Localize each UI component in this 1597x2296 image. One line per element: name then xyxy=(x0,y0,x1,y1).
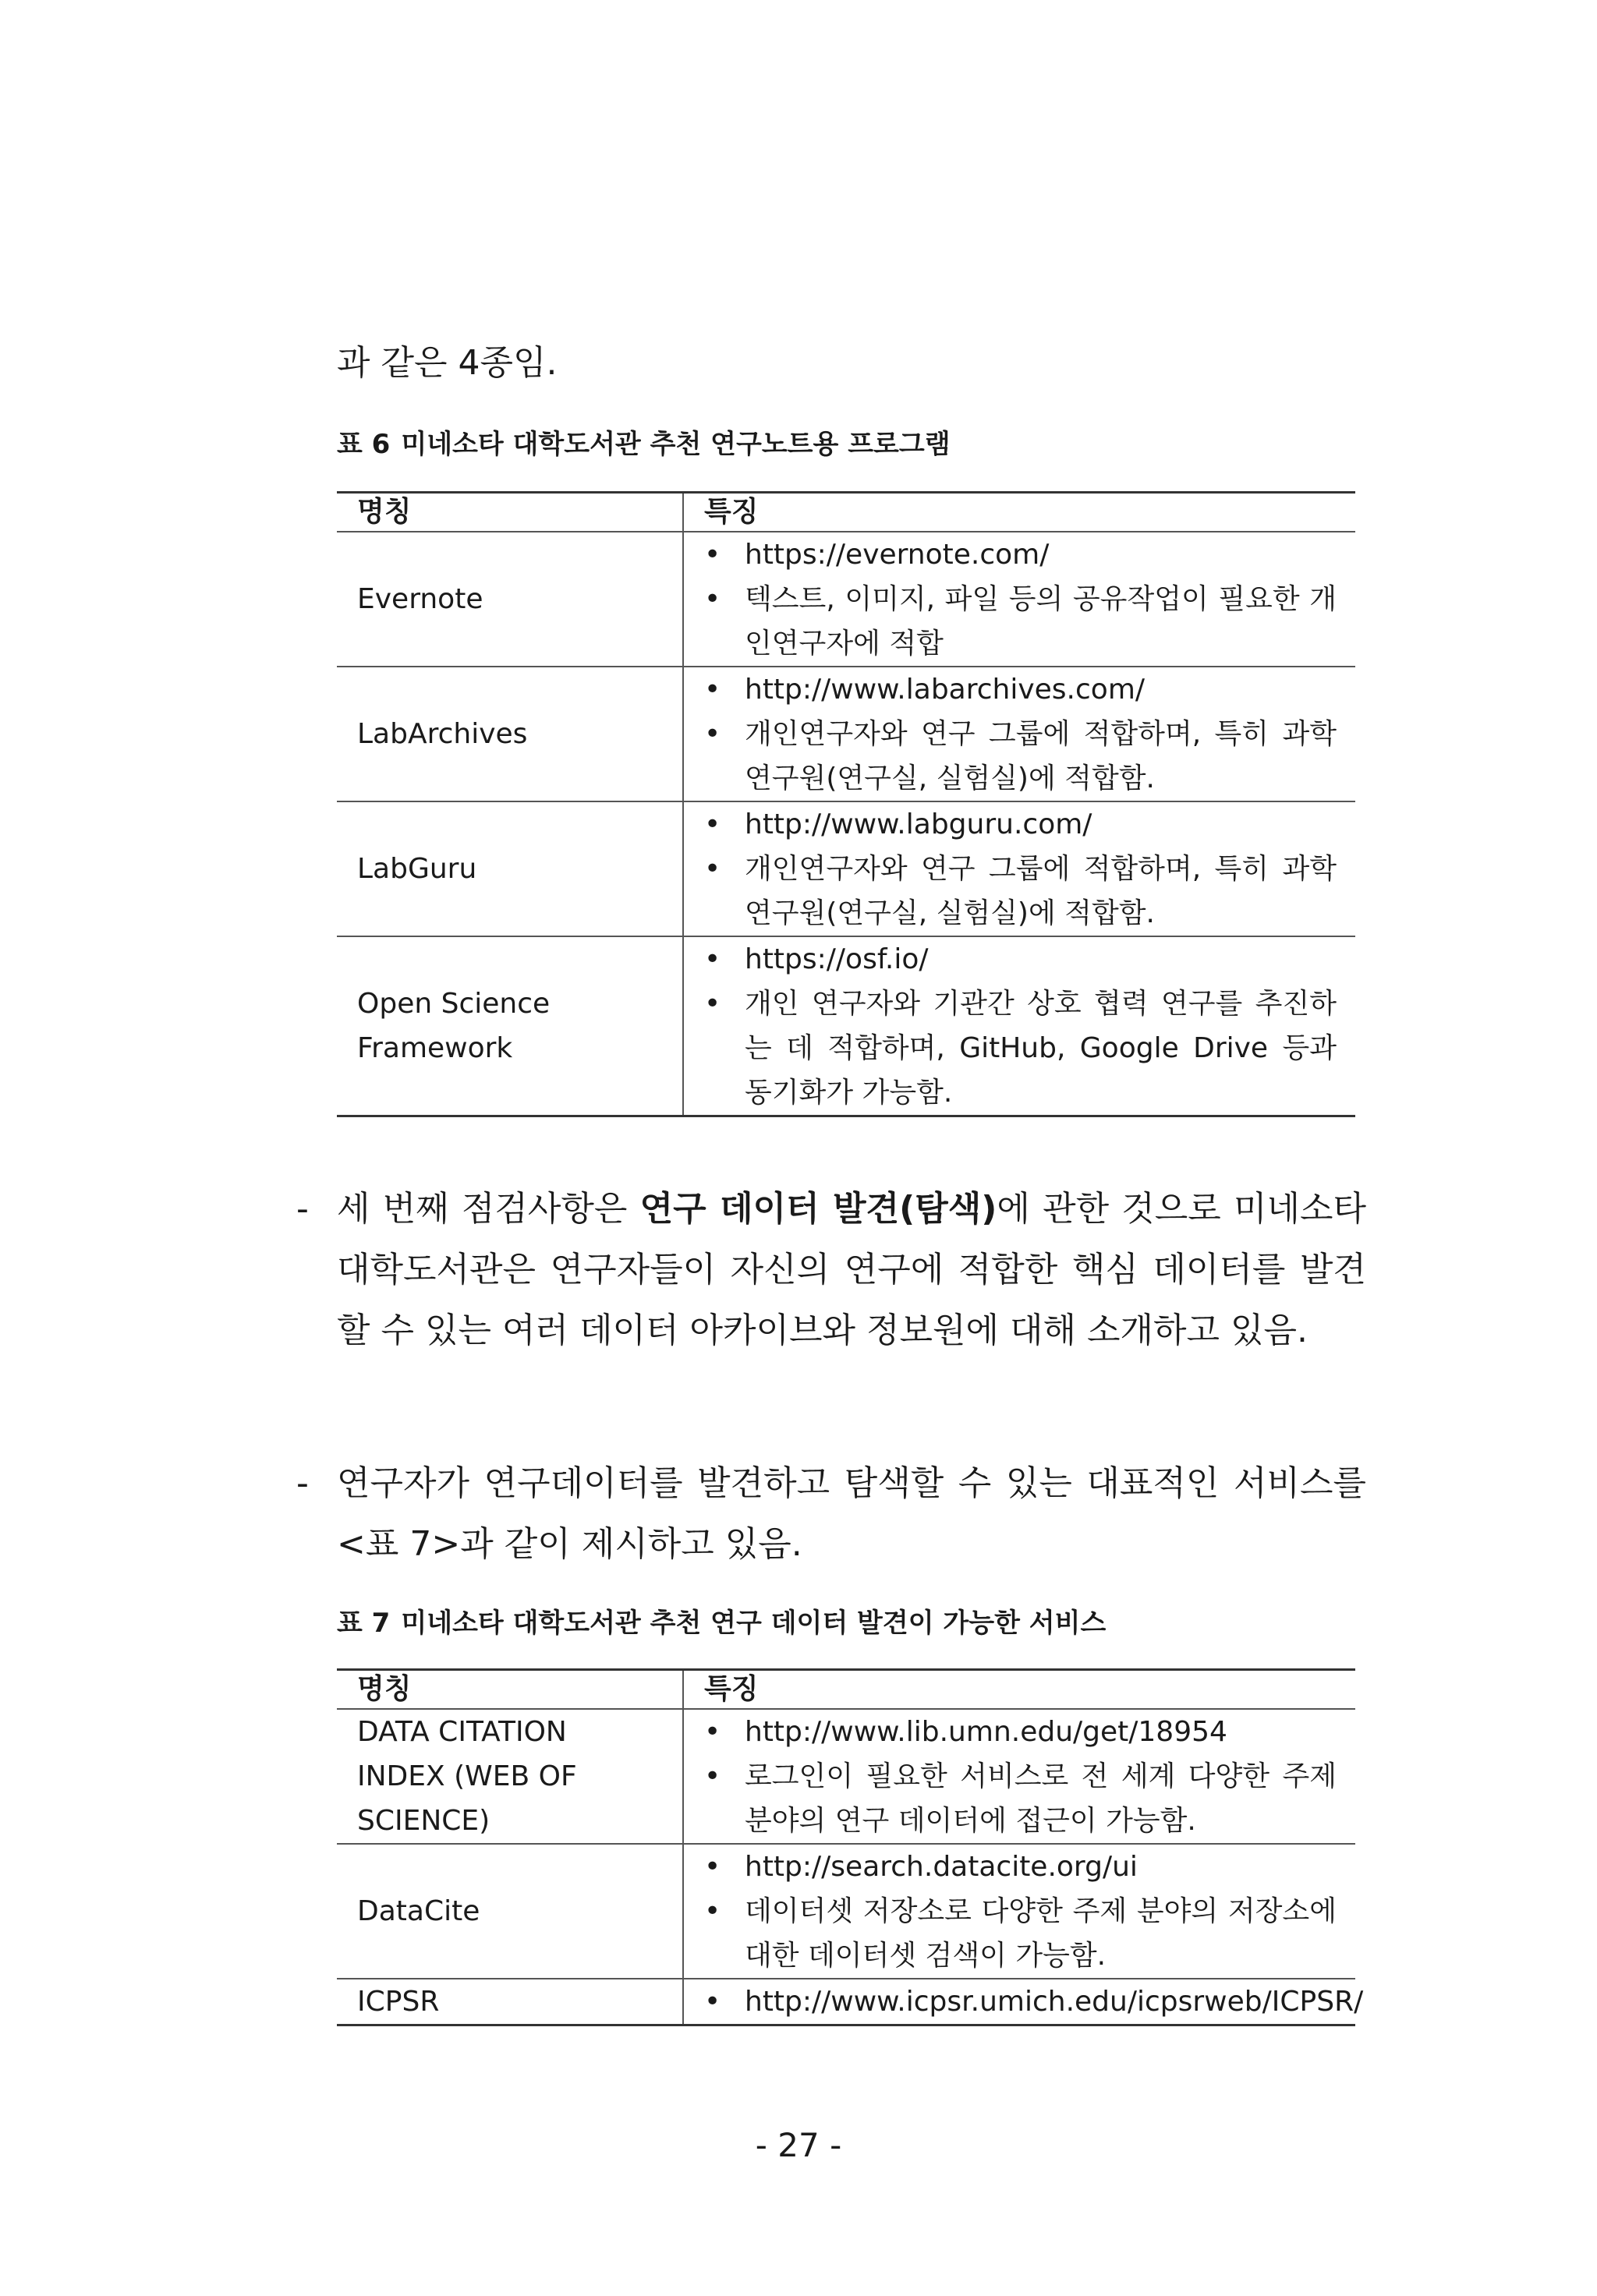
name-line: DATA CITATION xyxy=(357,1716,567,1748)
feature-item: • 데이터셋 저장소로 다양한 주제 분야의 저장소에 대한 데이터셋 검색이 가능함. xyxy=(684,1889,1337,1978)
table7-caption-number: 표 7 xyxy=(337,1608,391,1639)
paragraph-text-end: 에 관한 것으로 미네소타 대학도서관은 연구자들이 자신의 연구에 적합한 핵심 데이터를 발견할 수 있는 여러 데이터 아카이브와 정보원에 대해 소개하고 있음. xyxy=(337,1189,1366,1350)
feature-item: • http://www.lib.umn.edu/get/18954 xyxy=(684,1710,1337,1754)
feature-item: • https://evernote.com/ xyxy=(684,532,1337,577)
paragraph-data-discovery xyxy=(296,1179,1366,1361)
feature-item: • 개인연구자와 연구 그룹에 적합하며, 특히 과학 연구원(연구실, 실험실)에 적합함. xyxy=(684,847,1337,936)
table6-header-name: 명칭 xyxy=(337,493,683,532)
table-row xyxy=(337,801,1355,936)
table-cell-name xyxy=(337,801,683,936)
list-dash: - xyxy=(296,1463,309,1503)
table-row xyxy=(337,1844,1355,1979)
name-line: Framework xyxy=(357,1032,513,1064)
name-line: DataCite xyxy=(357,1895,480,1927)
list-dash: - xyxy=(296,1189,309,1229)
table-cell-name xyxy=(337,532,683,667)
table6-caption-title: 미네소타 대학도서관 추천 연구노트용 프로그램 xyxy=(401,429,951,460)
table-cell-features xyxy=(683,1709,1355,1844)
table-cell-features xyxy=(683,667,1355,801)
table-cell-features xyxy=(683,1844,1355,1979)
table-cell-name xyxy=(337,1709,683,1844)
table7-header-features: 특징 xyxy=(683,1670,1355,1710)
table-cell-features xyxy=(683,801,1355,936)
table-cell-features xyxy=(683,936,1355,1116)
name-line: SCIENCE) xyxy=(357,1805,490,1837)
feature-item: • 텍스트, 이미지, 파일 등의 공유작업이 필요한 개인연구자에 적합 xyxy=(684,577,1337,666)
table-cell-name xyxy=(337,1979,683,2025)
table-cell-name xyxy=(337,936,683,1116)
table-row xyxy=(337,1709,1355,1844)
table-cell-name xyxy=(337,667,683,801)
paragraph-text-start: 세 번째 점검사항은 xyxy=(337,1189,640,1229)
table-cell-name xyxy=(337,1844,683,1979)
name-line: ICPSR xyxy=(357,1986,440,2018)
table7-caption-title: 미네소타 대학도서관 추천 연구 데이터 발견이 가능한 서비스 xyxy=(401,1608,1107,1639)
name-line: LabArchives xyxy=(357,718,528,750)
table-row xyxy=(337,936,1355,1116)
table6-header-row xyxy=(337,493,1355,532)
intro-text: 과 같은 4종임. xyxy=(337,343,558,383)
name-line: Evernote xyxy=(357,583,483,615)
table7-header-row xyxy=(337,1670,1355,1710)
paragraph-text: 연구자가 연구데이터를 발견하고 탐색할 수 있는 대표적인 서비스를 <표 7>과 같이 제시하고 있음. xyxy=(337,1463,1366,1564)
table6-caption-number: 표 6 xyxy=(337,429,391,460)
feature-item: • http://www.labguru.com/ xyxy=(684,802,1337,847)
table-row xyxy=(337,1979,1355,2025)
feature-item: • 개인연구자와 연구 그룹에 적합하며, 특히 과학 연구원(연구실, 실험실)에 적합함. xyxy=(684,712,1337,801)
feature-item: • https://osf.io/ xyxy=(684,937,1337,982)
name-line: LabGuru xyxy=(357,853,477,885)
name-line: Open Science xyxy=(357,988,551,1020)
feature-item: • 개인 연구자와 기관간 상호 협력 연구를 추진하는 데 적합하며, GitHub, Google Drive 등과 동기화가 가능함. xyxy=(684,982,1337,1115)
table7-header-name: 명칭 xyxy=(337,1670,683,1710)
feature-item: • 로그인이 필요한 서비스로 전 세계 다양한 주제 분야의 연구 데이터에 접근이 가능함. xyxy=(684,1754,1337,1843)
table-row xyxy=(337,667,1355,801)
feature-item: • http://www.icpsr.umich.edu/icpsrweb/ICPSR/ xyxy=(684,1979,1337,2024)
table7 xyxy=(337,1668,1364,2026)
table6 xyxy=(337,491,1355,1117)
table-cell-features xyxy=(683,1979,1364,2025)
table6-caption xyxy=(337,427,951,462)
table-cell-features xyxy=(683,532,1355,667)
name-line: INDEX (WEB OF xyxy=(357,1760,577,1792)
table-row xyxy=(337,532,1355,667)
page-number: - 27 - xyxy=(755,2126,842,2164)
paragraph-text xyxy=(337,1179,1366,1361)
table6-header-features: 특징 xyxy=(683,493,1355,532)
feature-item: • http://search.datacite.org/ui xyxy=(684,1845,1337,1889)
paragraph-emphasis: 연구 데이터 발견(탐색) xyxy=(639,1189,997,1229)
paragraph-services xyxy=(296,1453,1366,1575)
feature-item: • http://www.labarchives.com/ xyxy=(684,667,1337,712)
table7-caption xyxy=(337,1606,1106,1640)
